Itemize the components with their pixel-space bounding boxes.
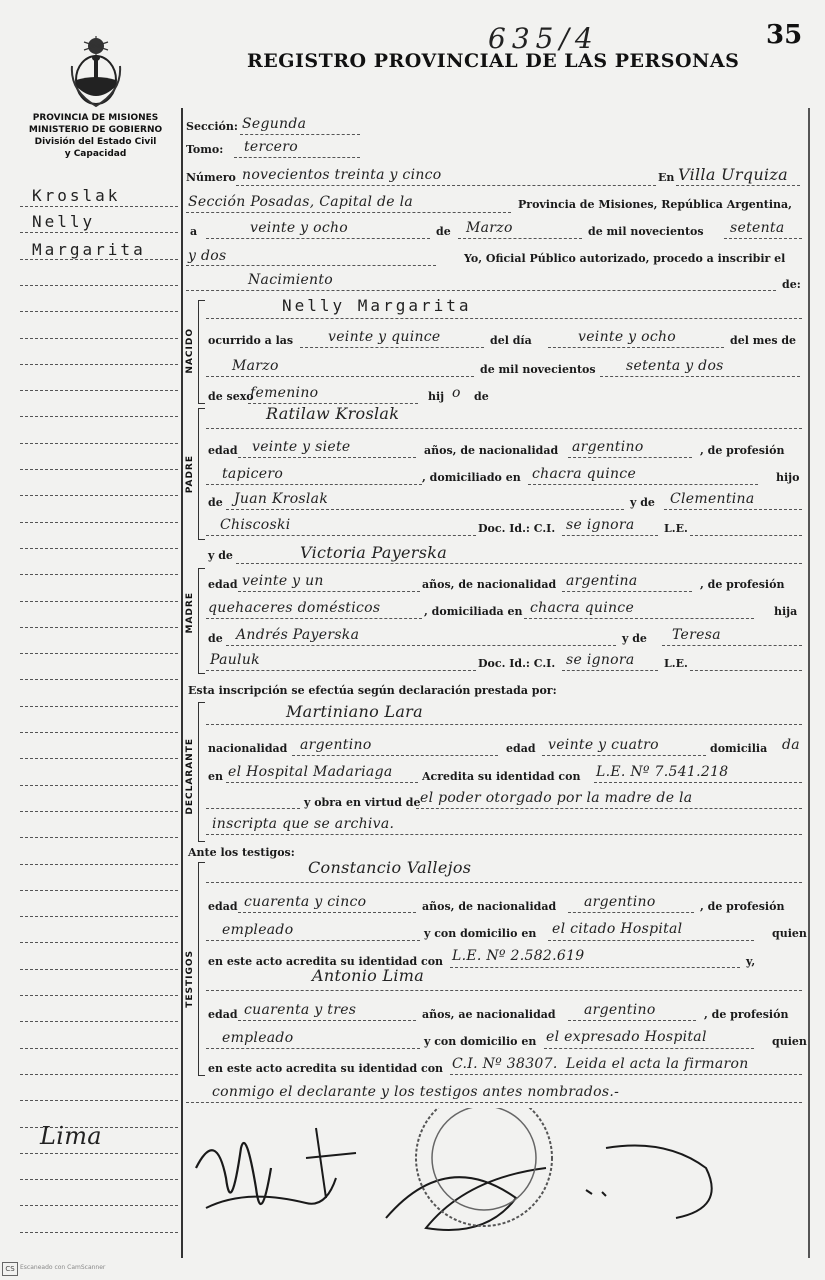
declarante-nac-value: argentino — [300, 737, 372, 753]
testigos-section-label: TESTIGOS — [185, 950, 195, 1008]
testigo1-dom-label: y con domicilio en — [424, 927, 537, 940]
sidebar-line — [20, 653, 178, 654]
sidebar-line — [20, 837, 178, 838]
scanner-badge: CS — [2, 1262, 18, 1276]
madre-edad-label: edad — [208, 578, 238, 591]
padre-hijo-label: hijo — [776, 471, 800, 484]
testigo2-prof-value: empleado — [222, 1030, 294, 1046]
sidebar-line — [20, 811, 178, 812]
sidebar-line — [20, 232, 178, 233]
right-border — [808, 108, 810, 1258]
testigo1-prof-value: empleado — [222, 922, 294, 938]
fecha-dia: veinte y ocho — [250, 220, 349, 236]
testigo2-nombre: Antonio Lima — [312, 966, 425, 985]
sidebar-heading — [18, 112, 173, 160]
sidebar-line — [20, 601, 178, 602]
seccion-label: Sección: — [186, 120, 238, 133]
sidebar-line — [20, 942, 178, 943]
a-label: a — [190, 225, 198, 238]
madre-nombre: Victoria Payerska — [300, 543, 448, 562]
madre-prof-label: , de profesión — [700, 578, 785, 591]
declarante-nac-label: nacionalidad — [208, 742, 288, 755]
madre-nac-value: argentina — [566, 573, 638, 589]
padre-nac-label: años, de nacionalidad — [424, 444, 559, 457]
testigo2-nac-label: años, ae nacionalidad — [422, 1008, 556, 1021]
lugar-value: Villa Urquiza — [678, 165, 788, 184]
oficial-text: Yo, Oficial Público autorizado, procedo a inscribir el — [464, 252, 786, 265]
sidebar-line — [20, 1179, 178, 1180]
padre-le-label: L.E. — [664, 522, 688, 535]
declarante-en-label: en — [208, 770, 223, 783]
sidebar-line — [20, 338, 178, 339]
abuela-materna: Teresa — [672, 627, 721, 643]
padre-y-de-label: y de — [630, 496, 655, 509]
nacido-mes-value: Marzo — [232, 358, 279, 374]
ocurrido-label: ocurrido a las — [208, 334, 294, 347]
sidebar-line — [20, 995, 178, 996]
nacido-nombre: Nelly Margarita — [282, 296, 472, 315]
sidebar-line — [20, 916, 178, 917]
madre-hija-label: hija — [774, 605, 798, 618]
testigo2-edad-label: edad — [208, 1008, 238, 1021]
testigo1-prof-label: , de profesión — [700, 900, 785, 913]
madre-dom-label: , domiciliada en — [424, 605, 523, 618]
sidebar-ministry: MINISTERIO DE GOBIERNO — [28, 125, 163, 135]
fecha-anio: setenta — [730, 220, 785, 236]
lugar-value-2: Sección Posadas, Capital de la — [188, 194, 414, 210]
sidebar-line — [20, 364, 178, 365]
declarante-nombre: Martiniano Lara — [286, 702, 423, 721]
nacido-anio-value: setenta y dos — [626, 358, 724, 374]
padre-nombre: Ratilaw Kroslak — [266, 404, 400, 423]
testigo2-doc-value: C.I. Nº 38307. — [452, 1056, 558, 1072]
padre-dom-value: chacra quince — [532, 466, 637, 482]
madre-edad-value: veinte y un — [242, 573, 324, 589]
scanner-text: Escaneado con CamScanner — [20, 1264, 106, 1271]
cierre-line-2: conmigo el declarante y los testigos antes nombrados.- — [212, 1084, 620, 1100]
nacido-section-label: NACIDO — [185, 328, 195, 374]
testigo2-dom-value: el expresado Hospital — [546, 1029, 707, 1045]
sidebar-division: División del Estado Civil — [34, 137, 157, 147]
sidebar-line — [20, 522, 178, 523]
padre-bracket — [198, 408, 205, 540]
obra-value-2: inscripta que se archiva. — [212, 816, 395, 832]
page-number: 35 — [766, 20, 803, 50]
sidebar-capacity: y Capacidad — [64, 149, 127, 159]
sidebar-line — [20, 311, 178, 312]
sidebar-line — [20, 443, 178, 444]
sidebar-province: PROVINCIA DE MISIONES — [32, 113, 159, 123]
testigo2-quien-label: quien — [772, 1035, 807, 1048]
nacido-mil-label: de mil novecientos — [480, 363, 596, 376]
testigo2-prof-label: , de profesión — [704, 1008, 789, 1021]
sidebar-line — [20, 1100, 178, 1101]
record-number-handwritten: 635/4 — [488, 22, 599, 55]
seccion-value: Segunda — [242, 116, 307, 132]
numero-value: novecientos treinta y cinco — [242, 167, 442, 183]
testigo1-nombre: Constancio Vallejos — [308, 858, 472, 877]
coat-of-arms-icon — [70, 36, 122, 108]
sidebar-line — [20, 206, 178, 207]
hora-value: veinte y quince — [328, 329, 441, 345]
madre-doc-label: Doc. Id.: C.I. — [478, 657, 556, 670]
sidebar-line — [20, 495, 178, 496]
testigo1-nac-value: argentino — [584, 894, 656, 910]
mil-novecientos-label: de mil novecientos — [588, 225, 704, 238]
numero-label: Número — [186, 171, 236, 184]
del-dia-label: del día — [490, 334, 532, 347]
sidebar-line — [20, 574, 178, 575]
testigo1-acredita-label: en este acto acredita su identidad con — [208, 955, 444, 968]
padre-de-label: de — [208, 496, 223, 509]
sidebar-line — [20, 864, 178, 865]
madre-y-de-label: y de — [208, 549, 233, 562]
abuela-paterna-apellido: Chiscoski — [220, 517, 291, 533]
sexo-value: femenino — [250, 385, 319, 401]
madre-y-de2-label: y de — [622, 632, 647, 645]
sidebar-line — [20, 627, 178, 628]
madre-prof-value: quehaceres domésticos — [208, 600, 381, 616]
declarante-section-label: DECLARANTE — [185, 738, 195, 815]
declarante-dom-value: da — [782, 737, 800, 753]
hij-label: hij — [428, 390, 445, 403]
sidebar-first-name: Nelly — [32, 212, 96, 231]
hij-value: o — [452, 385, 461, 401]
del-mes-label: del mes de — [730, 334, 797, 347]
tomo-value: tercero — [244, 139, 298, 155]
sidebar-line — [20, 679, 178, 680]
sidebar-line — [20, 548, 178, 549]
sidebar-line — [20, 890, 178, 891]
testigo1-nac-label: años, de nacionalidad — [422, 900, 557, 913]
obra-value: el poder otorgado por la madre de la — [420, 790, 693, 806]
padre-doc-label: Doc. Id.: C.I. — [478, 522, 556, 535]
testigos-bracket — [198, 862, 205, 1076]
madre-bracket — [198, 568, 205, 674]
acredita-value: L.E. Nº 7.541.218 — [596, 764, 729, 780]
acredita-label: Acredita su identidad con — [422, 770, 581, 783]
sidebar-surname: Kroslak — [32, 186, 121, 205]
sidebar-line — [20, 758, 178, 759]
fecha-mes: Marzo — [466, 220, 513, 236]
sidebar-line — [20, 259, 178, 260]
sexo-label: de sexo — [208, 390, 254, 403]
sidebar-middle-name: Margarita — [32, 240, 146, 259]
padre-dom-label: , domiciliado en — [422, 471, 521, 484]
testigo1-dom-value: el citado Hospital — [552, 921, 683, 937]
sidebar-line — [20, 1074, 178, 1075]
testigo1-quien-label: quien — [772, 927, 807, 940]
provincia-text: Provincia de Misiones, República Argentina, — [518, 198, 793, 211]
testigo1-doc-value: L.E. Nº 2.582.619 — [452, 948, 585, 964]
cierre-line-1: Leida el acta la firmaron — [566, 1056, 749, 1072]
page-title: REGISTRO PROVINCIAL DE LAS PERSONAS — [247, 50, 740, 72]
abuela-paterna: Clementina — [670, 491, 755, 507]
declarante-en-value: el Hospital Madariaga — [228, 764, 393, 780]
sidebar-line — [20, 469, 178, 470]
testigo2-dom-label: y con domicilio en — [424, 1035, 537, 1048]
tomo-label: Tomo: — [186, 143, 224, 156]
signatures-area — [186, 1108, 802, 1258]
abuelo-materno: Andrés Payerska — [236, 627, 360, 643]
column-divider — [181, 108, 183, 1258]
declarante-edad-value: veinte y cuatro — [548, 737, 659, 753]
sidebar-line — [20, 1021, 178, 1022]
fecha-de-label: de — [436, 225, 451, 238]
sidebar-line — [20, 706, 178, 707]
sidebar-line — [20, 969, 178, 970]
fecha-anio-2: y dos — [188, 248, 227, 264]
abuelo-paterno: Juan Kroslak — [234, 491, 329, 507]
nacido-de-label: de — [474, 390, 489, 403]
testigo2-nac-value: argentino — [584, 1002, 656, 1018]
padre-edad-value: veinte y siete — [252, 439, 351, 455]
madre-le-label: L.E. — [664, 657, 688, 670]
testigo2-acredita-label: en este acto acredita su identidad con — [208, 1062, 444, 1075]
sidebar-line — [20, 785, 178, 786]
acto-value: Nacimiento — [248, 272, 334, 288]
sidebar-line — [20, 416, 178, 417]
sidebar-line — [20, 1232, 178, 1233]
declarante-dom-label: domicilia — [710, 742, 768, 755]
en-label: En — [658, 171, 675, 184]
sidebar-line — [20, 732, 178, 733]
testigos-intro: Ante los testigos: — [188, 846, 295, 859]
declarante-edad-label: edad — [506, 742, 536, 755]
madre-dom-value: chacra quince — [530, 600, 635, 616]
testigo1-edad-value: cuarenta y cinco — [244, 894, 367, 910]
padre-prof-value: tapicero — [222, 466, 284, 482]
sidebar-line — [20, 1205, 178, 1206]
testigo1-edad-label: edad — [208, 900, 238, 913]
madre-nac-label: años, de nacionalidad — [422, 578, 557, 591]
nacido-dia-value: veinte y ocho — [578, 329, 677, 345]
nacido-bracket — [198, 300, 205, 404]
padre-nac-value: argentino — [572, 439, 644, 455]
obra-label: y obra en virtud de — [304, 796, 421, 809]
padre-prof-label: , de profesión — [700, 444, 785, 457]
madre-de-label: de — [208, 632, 223, 645]
declarante-intro: Esta inscripción se efectúa según declaración prestada por: — [188, 684, 557, 697]
padre-section-label: PADRE — [185, 455, 195, 494]
madre-doc-value: se ignora — [566, 652, 635, 668]
sidebar-line — [20, 1048, 178, 1049]
sidebar-line — [20, 1153, 178, 1154]
de-colon-label: de: — [782, 278, 801, 291]
declarante-bracket — [198, 702, 205, 842]
sidebar-line — [20, 390, 178, 391]
madre-section-label: MADRE — [185, 592, 195, 634]
sidebar-signature: Lima — [40, 1122, 102, 1150]
testigo2-edad-value: cuarenta y tres — [244, 1002, 357, 1018]
testigo1-y-label: y, — [746, 955, 756, 968]
sidebar-line — [20, 285, 178, 286]
abuela-materna-apellido: Pauluk — [210, 652, 260, 668]
padre-doc-value: se ignora — [566, 517, 635, 533]
padre-edad-label: edad — [208, 444, 238, 457]
